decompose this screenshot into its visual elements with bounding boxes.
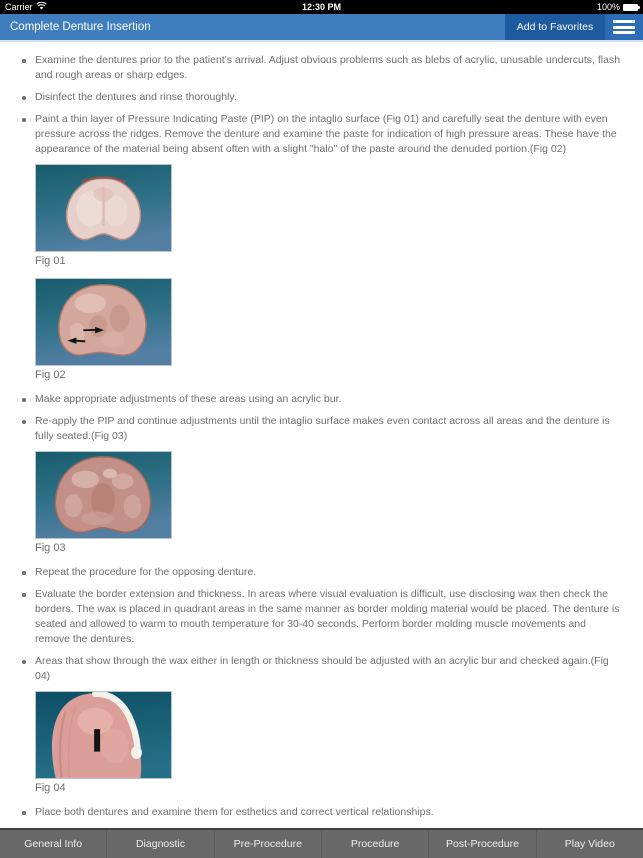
bullet-item	[22, 805, 621, 820]
figure-fig02	[35, 278, 621, 381]
bullet-item	[22, 414, 621, 444]
bullet-item	[22, 90, 621, 105]
status-bar	[0, 0, 643, 14]
figure-caption: Fig 02	[35, 369, 66, 381]
clock-time: 12:30 PM	[301, 2, 342, 12]
nav-bar	[0, 14, 643, 40]
denture-photo-fig01[interactable]	[35, 164, 172, 252]
bullet-item	[22, 112, 621, 157]
bullet-dot-icon	[22, 660, 26, 664]
bullet-item	[22, 53, 621, 83]
bullet-item	[22, 654, 621, 684]
bullet-text: Repeat the procedure for the opposing denture.	[35, 566, 257, 578]
denture-photo-fig03[interactable]	[35, 451, 172, 539]
bullet-dot-icon	[22, 398, 26, 402]
bullet-item	[22, 587, 621, 647]
tab-procedure[interactable]: Procedure	[321, 830, 428, 858]
bullet-text: Re-apply the PIP and continue adjustments until the intaglio surface makes even contact across all areas and the denture is fully seated.(Fig 03)	[35, 415, 610, 442]
figure-caption: Fig 01	[35, 255, 66, 267]
page-title: Complete Denture Insertion	[10, 21, 151, 33]
bullet-text: Areas that show through the wax either in length or thickness should be adjusted with an acrylic bur and checked again.(Fig 04)	[35, 655, 609, 682]
bullet-dot-icon	[22, 118, 26, 122]
content-scroll-area[interactable]	[0, 42, 643, 828]
figure-fig03	[35, 451, 621, 554]
bullet-text: Disinfect the dentures and rinse thoroughly.	[35, 91, 237, 103]
bullet-dot-icon	[22, 420, 26, 424]
denture-photo-fig04[interactable]	[35, 691, 172, 779]
hamburger-menu-icon[interactable]	[605, 14, 643, 40]
bullet-text: Place both dentures and examine them for esthetics and correct vertical relationships.	[35, 806, 434, 818]
bullet-text: Examine the dentures prior to the patient's arrival. Adjust obvious problems such as blebs of acrylic, unusable undercuts, flash and rough areas or sharp edges.	[35, 54, 621, 81]
figure-caption: Fig 03	[35, 542, 66, 554]
bullet-dot-icon	[22, 571, 26, 575]
carrier-label: Carrier	[5, 2, 33, 12]
bottom-tab-bar	[0, 828, 643, 858]
tab-pre-procedure[interactable]: Pre-Procedure	[214, 830, 321, 858]
figure-fig04	[35, 691, 621, 794]
tab-post-procedure[interactable]: Post-Procedure	[428, 830, 535, 858]
add-to-favorites-button[interactable]: Add to Favorites	[505, 14, 605, 40]
figure-fig01	[35, 164, 621, 267]
bullet-dot-icon	[22, 96, 26, 100]
bullet-dot-icon	[22, 59, 26, 63]
denture-photo-fig02[interactable]	[35, 278, 172, 366]
bullet-dot-icon	[22, 593, 26, 597]
figure-caption: Fig 04	[35, 782, 66, 794]
bullet-item	[22, 565, 621, 580]
tab-play-video[interactable]: Play Video	[536, 830, 643, 858]
bullet-dot-icon	[22, 811, 26, 815]
bullet-text: Paint a thin layer of Pressure Indicating Paste (PIP) on the intaglio surface (Fig 01) and carefully seat the denture with even pressure across the ridges. Remove the denture and examine the paste for indication of high pressure areas. These have the appearance of the material being absent often with a slight "halo" of the paste around the denuded portion.(Fig 02)	[35, 113, 617, 155]
bullet-text: Make appropriate adjustments of these areas using an acrylic bur.	[35, 393, 342, 405]
tab-general-info[interactable]: General Info	[0, 830, 106, 858]
tab-diagnostic[interactable]: Diagnostic	[106, 830, 213, 858]
battery-icon	[623, 4, 638, 11]
battery-percent-label: 100%	[596, 2, 620, 12]
bullet-item	[22, 392, 621, 407]
bullet-text: Evaluate the border extension and thickness. In areas where visual evaluation is difficult, use disclosing wax then check the borders. The wax is placed in quadrant areas in the same manner as border molding material would be placed. The denture is seated and allowed to warm to mouth temperature for 30-40 seconds. Perform border molding muscle movements and remove the dentures.	[35, 588, 620, 645]
